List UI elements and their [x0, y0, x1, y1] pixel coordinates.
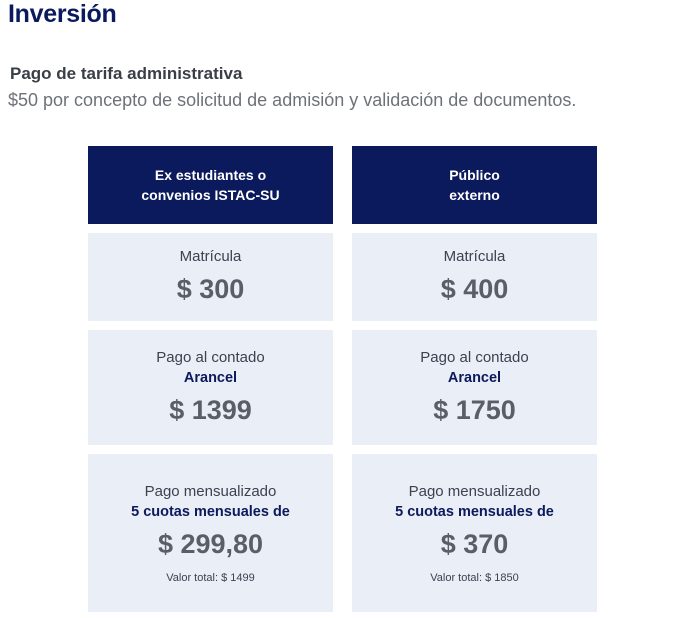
- monthly-payment-card: [88, 454, 333, 612]
- fee-heading: Pago de tarifa administrativa: [10, 64, 243, 83]
- cash-payment-label: Pago al contado: [156, 348, 265, 366]
- enrollment-card: [352, 233, 597, 321]
- cash-payment-card: [352, 330, 597, 445]
- column-header-line-2: externo: [449, 187, 500, 203]
- column-header-line-2: convenios ISTAC-SU: [141, 187, 280, 203]
- cash-payment-sublabel: Arancel: [183, 369, 238, 386]
- enrollment-price: $ 300: [176, 274, 245, 304]
- monthly-payment-price: $ 299,80: [157, 529, 264, 559]
- enrollment-label: Matrícula: [443, 248, 506, 265]
- cash-payment-sublabel: Arancel: [447, 369, 502, 386]
- pricing-column-external-public: [352, 146, 597, 612]
- pricing-column-former-students: [88, 146, 333, 612]
- cash-payment-card: [88, 330, 333, 445]
- monthly-payment-price: $ 370: [440, 529, 509, 559]
- column-header-line-1: Ex estudiantes o: [154, 167, 267, 183]
- cash-payment-price: $ 1399: [169, 394, 252, 425]
- monthly-payment-card: [352, 454, 597, 612]
- column-header: [88, 146, 333, 224]
- monthly-payment-sublabel: 5 cuotas mensuales de: [131, 504, 290, 520]
- cash-payment-label: Pago al contado: [420, 348, 529, 366]
- monthly-payment-total: Valor total: $ 1499: [166, 572, 255, 584]
- enrollment-card: [88, 233, 333, 321]
- fee-description: $50 por concepto de solicitud de admisión y validación de documentos.: [8, 90, 577, 110]
- monthly-payment-total: Valor total: $ 1850: [430, 572, 519, 584]
- cash-payment-price: $ 1750: [433, 394, 516, 425]
- page-title: Inversión: [8, 0, 117, 28]
- monthly-payment-sublabel: 5 cuotas mensuales de: [395, 504, 554, 520]
- column-header: [352, 146, 597, 224]
- monthly-payment-label: Pago mensualizado: [144, 483, 277, 500]
- enrollment-label: Matrícula: [179, 248, 242, 265]
- column-header-line-1: Público: [449, 167, 500, 183]
- enrollment-price: $ 400: [440, 274, 509, 304]
- monthly-payment-label: Pago mensualizado: [408, 483, 541, 500]
